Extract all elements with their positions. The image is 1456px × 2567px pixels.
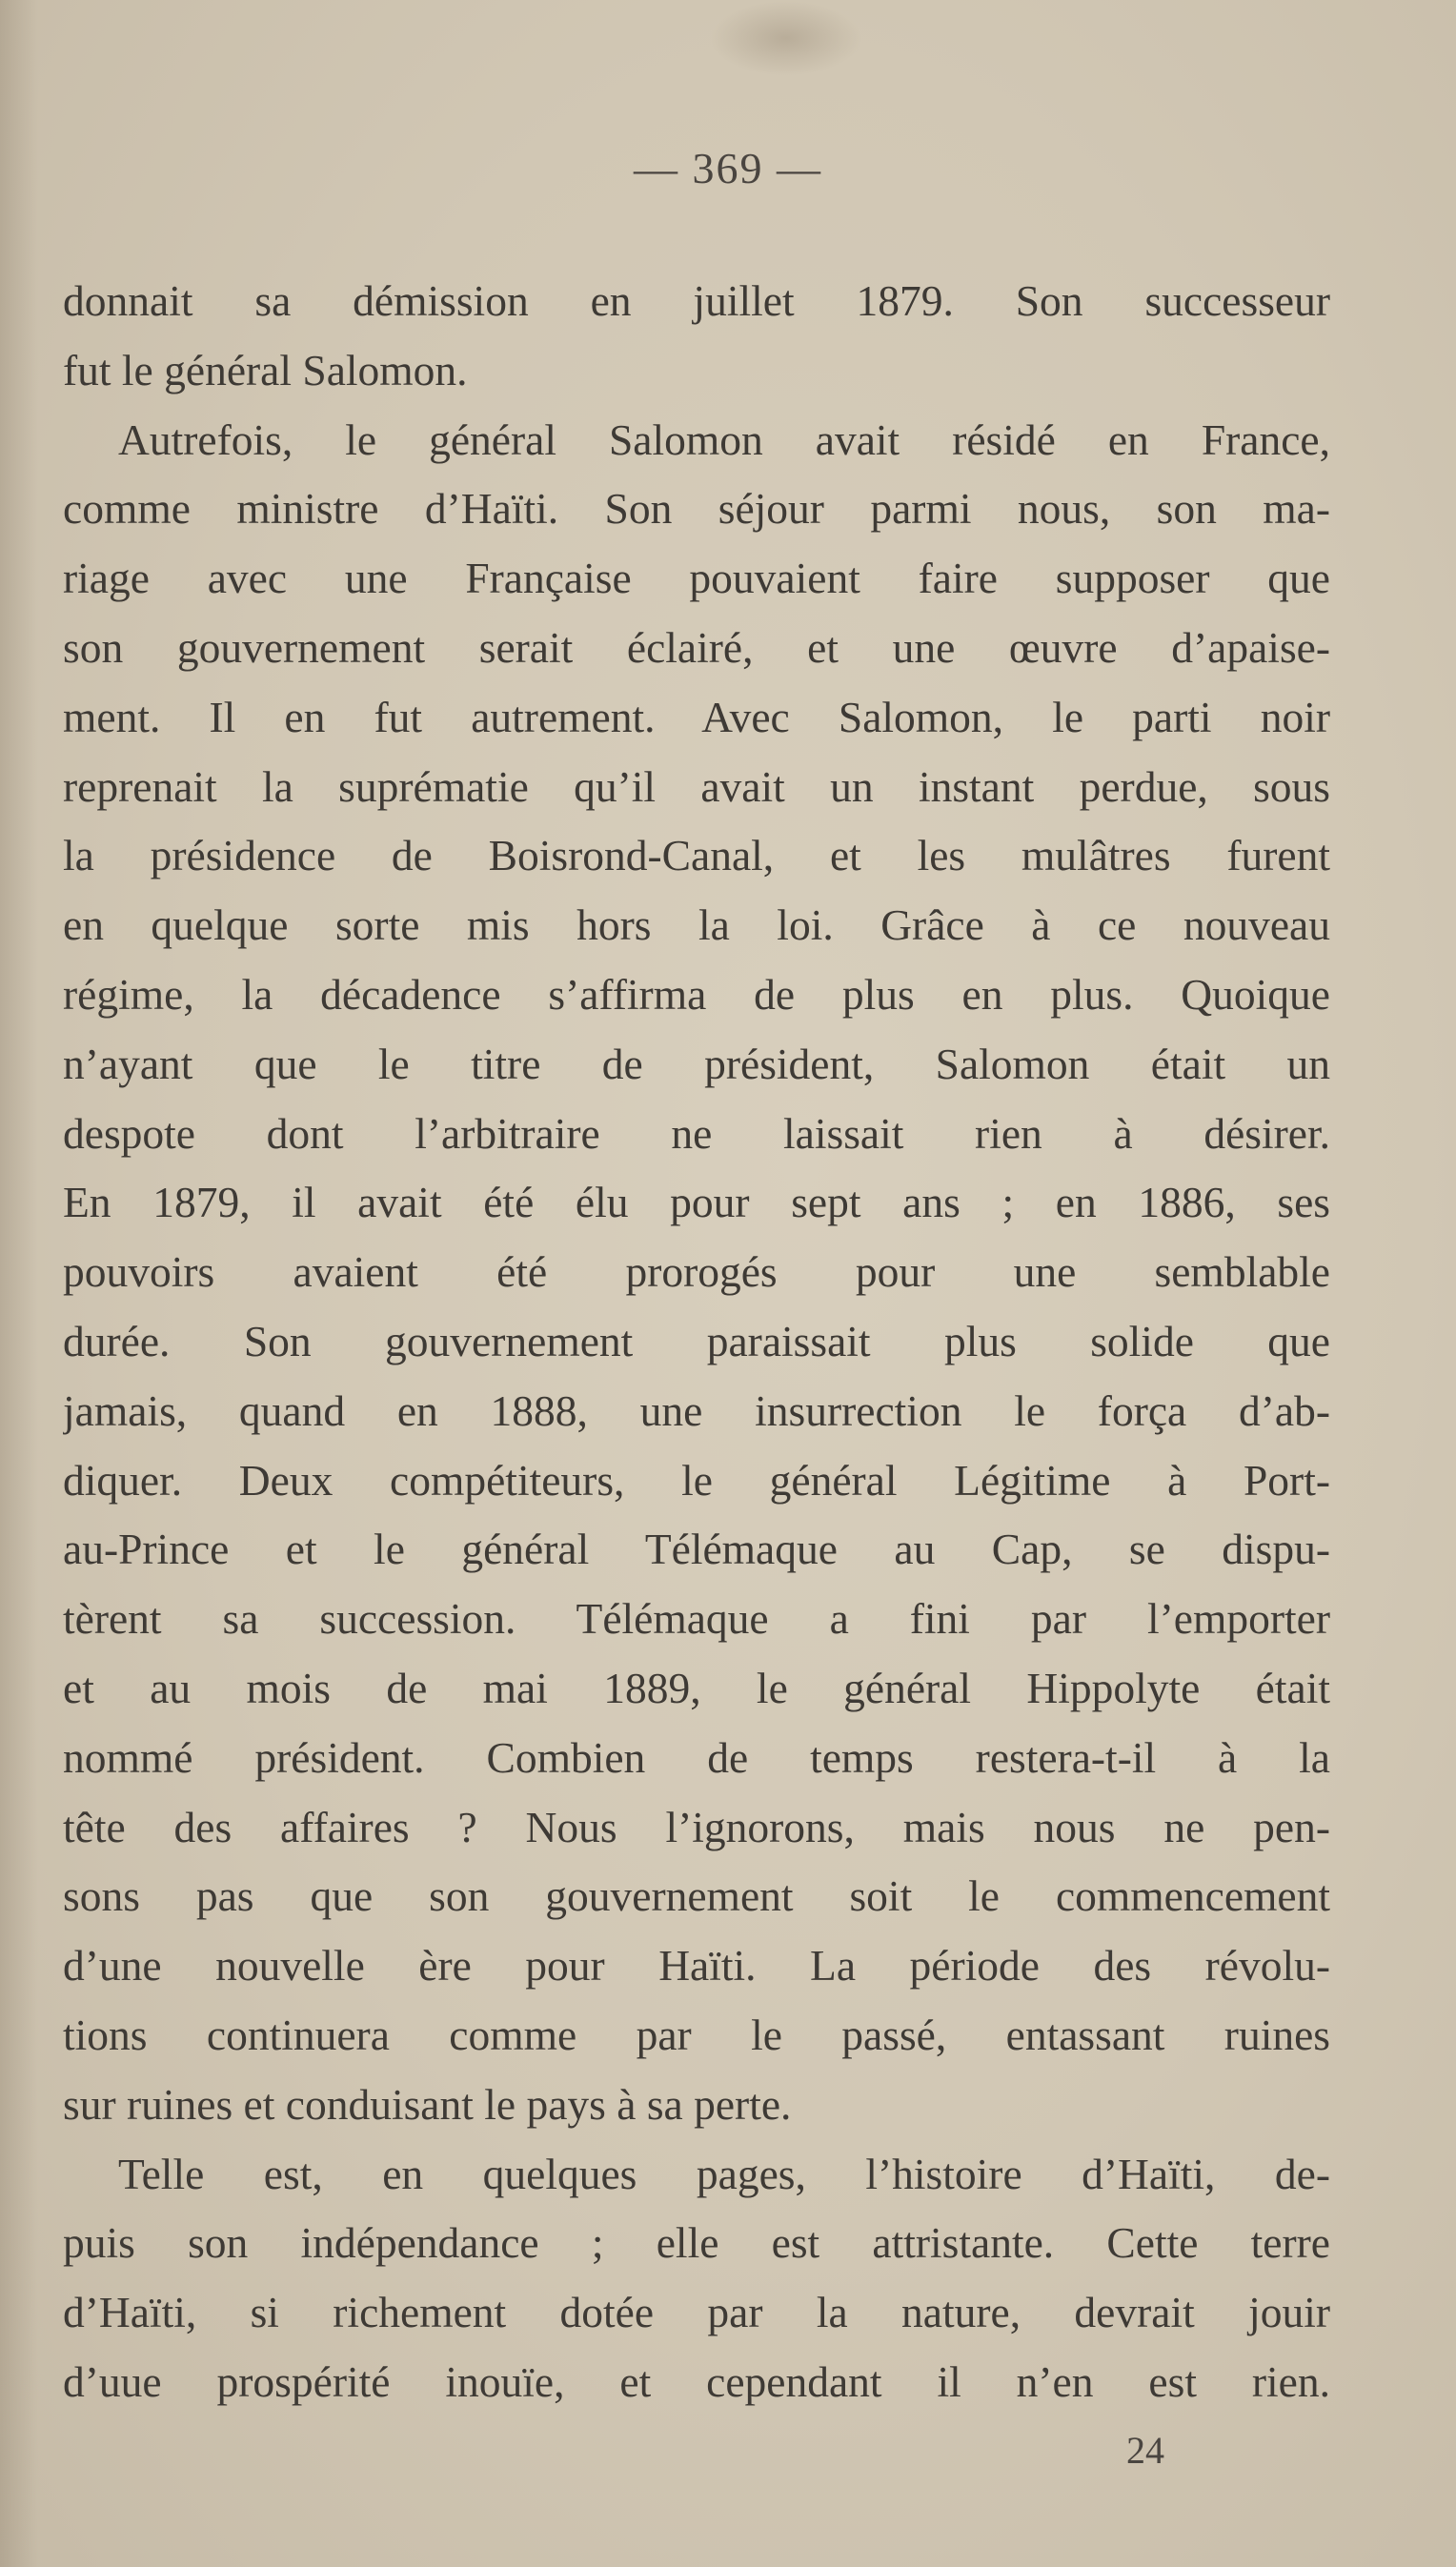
text-line: ment. Il en fut autrement. Avec Salomon, le parti noir (63, 692, 1330, 741)
text-line: d’une nouvelle ère pour Haïti. La période des révolu- (63, 1941, 1330, 1991)
body-text (63, 267, 1330, 2417)
ink-smudge (710, 0, 862, 76)
text-line: despote dont l’arbitraire ne laissait rien à désirer. (63, 1108, 1330, 1158)
text-line: d’uue prospérité inouïe, et cependant il n’en est rien. (63, 2356, 1330, 2406)
text-line: fut le général Salomon. (63, 345, 468, 394)
page-number-header: — 369 — (634, 144, 822, 192)
text-line: tèrent sa succession. Télémaque a fini par l’emporter (63, 1594, 1330, 1644)
text-line: régime, la décadence s’affirma de plus en plus. Quoique (63, 969, 1330, 1019)
text-line: et au mois de mai 1889, le général Hippolyte était (63, 1663, 1330, 1712)
text-line: Autrefois, le général Salomon avait résidé en France, (118, 414, 1330, 464)
text-line: riage avec une Française pouvaient faire supposer que (63, 554, 1330, 603)
text-line: tions continuera comme par le passé, entassant ruines (63, 2010, 1330, 2059)
page-edge-shadow (0, 0, 38, 2567)
text-line: tête des affaires ? Nous l’ignorons, mais nous ne pen- (63, 1802, 1330, 1851)
text-line: d’Haïti, si richement dotée par la nature, devrait jouir (63, 2288, 1330, 2337)
text-line: Telle est, en quelques pages, l’histoire d’Haïti, de- (118, 2149, 1330, 2198)
text-line: jamais, quand en 1888, une insurrection le força d’ab- (63, 1385, 1330, 1435)
text-line: en quelque sorte mis hors la loi. Grâce à ce nouveau (63, 900, 1330, 950)
text-line: reprenait la suprématie qu’il avait un instant perdue, sous (63, 761, 1330, 811)
signature-mark: 24 (1126, 2429, 1164, 2472)
text-line: nommé président. Combien de temps restera-t-il à la (63, 1732, 1330, 1782)
text-line: son gouvernement serait éclairé, et une œuvre d’apaise- (63, 622, 1330, 672)
text-line: donnait sa démission en juillet 1879. Son successeur (63, 276, 1330, 325)
text-line: la présidence de Boisrond-Canal, et les mulâtres furent (63, 831, 1330, 880)
text-line: En 1879, il avait été élu pour sept ans ; en 1886, ses (63, 1178, 1330, 1227)
text-line: n’ayant que le titre de président, Salomon était un (63, 1039, 1330, 1088)
text-line: diquer. Deux compétiteurs, le général Légitime à Port- (63, 1455, 1330, 1505)
text-line: sons pas que son gouvernement soit le commencement (63, 1871, 1330, 1921)
text-line: sur ruines et conduisant le pays à sa perte. (63, 2079, 792, 2129)
text-line: comme ministre d’Haïti. Son séjour parmi nous, son ma- (63, 484, 1330, 534)
text-line: au-Prince et le général Télémaque au Cap, se dispu- (63, 1525, 1330, 1574)
text-line: durée. Son gouvernement paraissait plus solide que (63, 1316, 1330, 1365)
text-line: puis son indépendance ; elle est attristante. Cette terre (63, 2218, 1330, 2268)
text-line: pouvoirs avaient été prorogés pour une semblable (63, 1247, 1330, 1297)
